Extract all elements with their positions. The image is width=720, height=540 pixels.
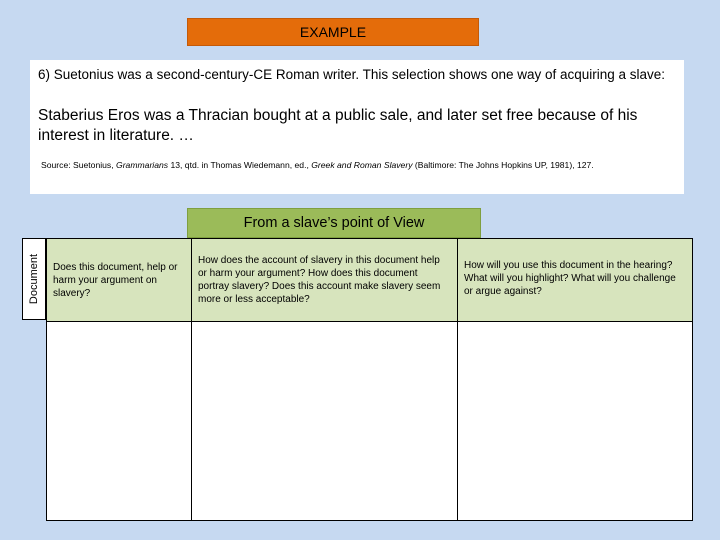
document-quote: Staberius Eros was a Thracian bought at a public sale, and later set free because of his interest in literature. …	[38, 107, 638, 144]
source-excerpt-box	[30, 60, 684, 194]
question-1: Does this document, help or harm your argument on slavery?	[53, 262, 178, 299]
analysis-table	[46, 238, 693, 521]
answer-row	[47, 322, 693, 521]
citation-mid: 13, qtd. in Thomas Wiedemann, ed.,	[168, 160, 312, 170]
question-cell-3	[458, 239, 693, 322]
answer-cell-2[interactable]	[192, 322, 458, 521]
citation-suffix: (Baltimore: The Johns Hopkins UP, 1981), 127.	[412, 160, 594, 170]
side-label-text: Document	[28, 253, 41, 305]
citation-book: Greek and Roman Slavery	[311, 160, 413, 170]
section-banner	[187, 208, 481, 238]
question-cell-1	[47, 239, 192, 322]
question-row	[47, 239, 693, 322]
citation-work: Grammarians	[116, 160, 169, 170]
question-cell-2	[192, 239, 458, 322]
example-banner	[187, 18, 479, 46]
citation-prefix: Source: Suetonius,	[41, 160, 117, 170]
example-title: EXAMPLE	[299, 24, 367, 40]
document-side-label	[22, 238, 46, 320]
question-2: How does the account of slavery in this document help or harm your argument? How does this document portray slavery? Does this account make slavery seem more or less acceptable?	[198, 255, 441, 305]
document-citation	[41, 160, 676, 170]
answer-cell-3[interactable]	[458, 322, 693, 521]
question-3: How will you use this document in the hearing? What will you highlight? What will you challenge or argue against?	[464, 260, 676, 297]
answer-cell-1[interactable]	[47, 322, 192, 521]
section-title: From a slave’s point of View	[243, 215, 425, 231]
document-intro: 6) Suetonius was a second-century-CE Roman writer. This selection shows one way of acquiring a slave:	[38, 67, 666, 82]
